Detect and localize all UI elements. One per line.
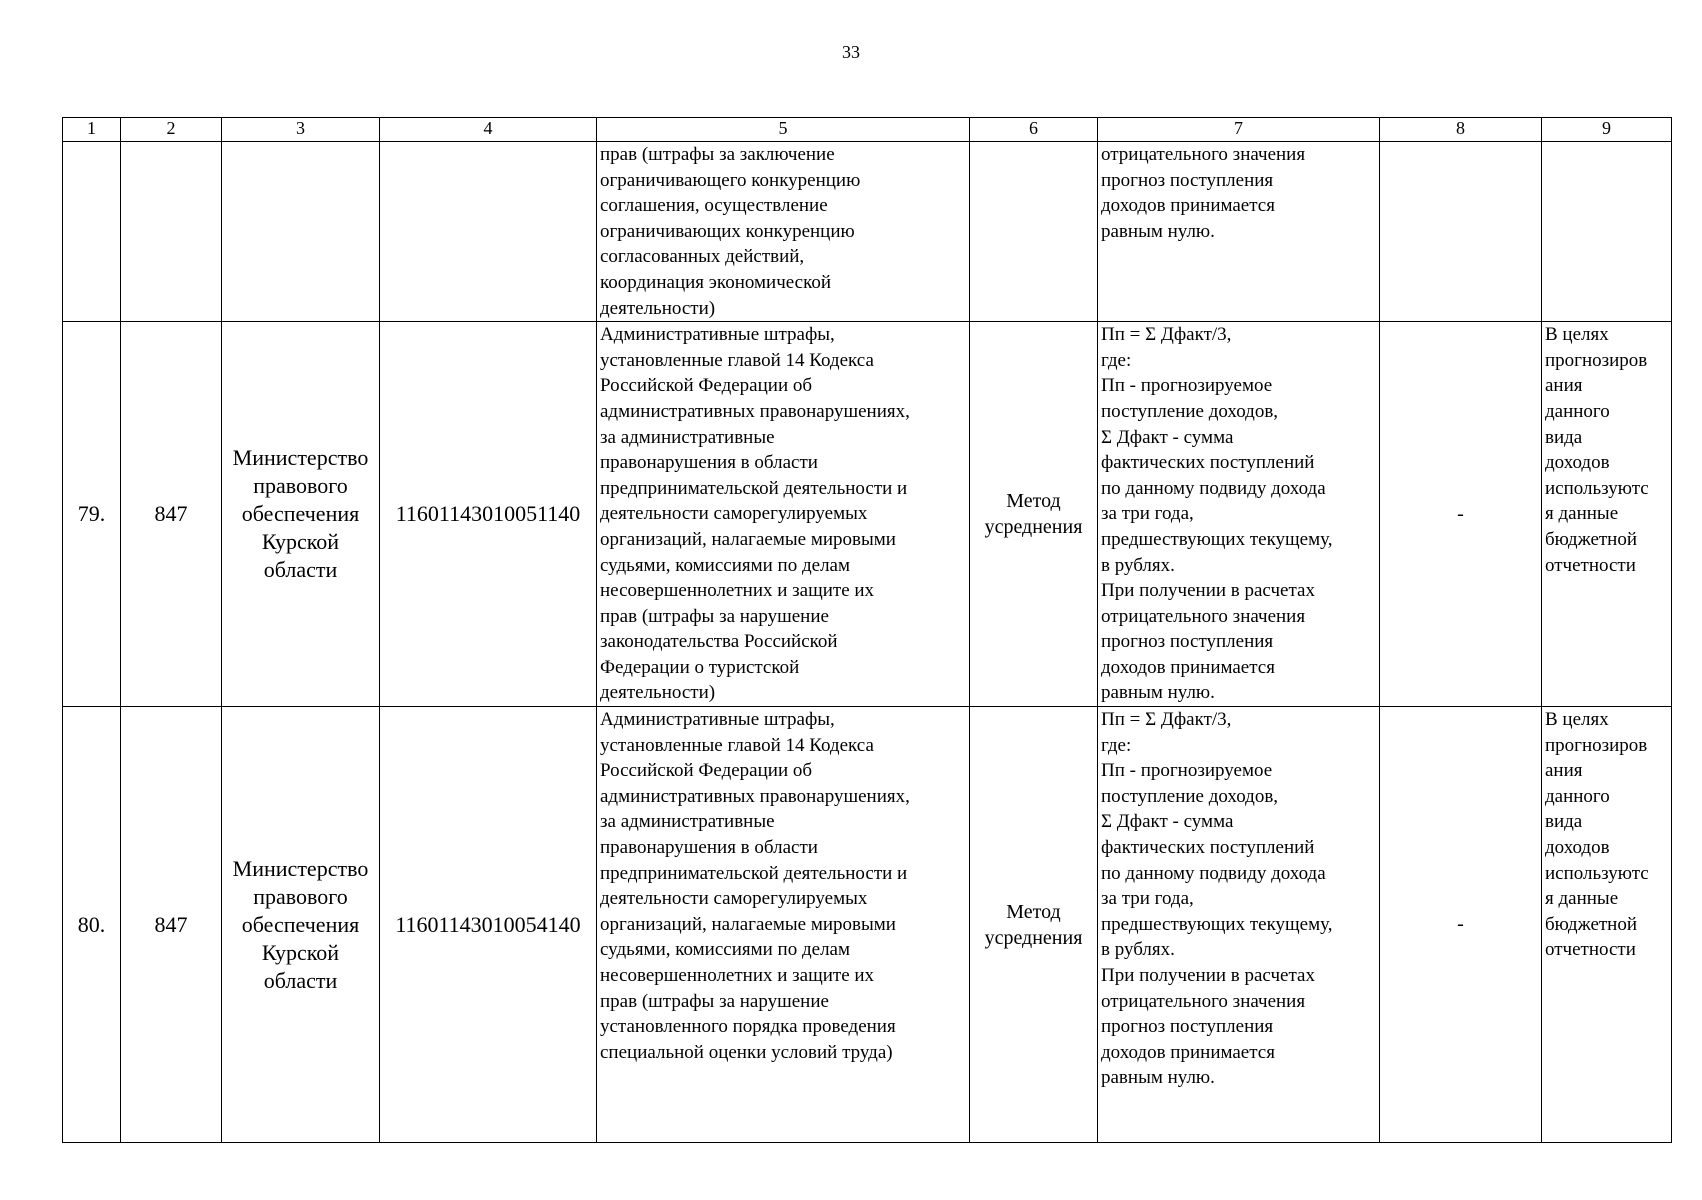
cont-cell-9: [1542, 142, 1672, 322]
row-kbk: 11601143010051140: [380, 322, 597, 707]
header-col-8: 8: [1380, 118, 1542, 142]
row-kbk: 11601143010054140: [380, 707, 597, 1143]
row-formula: Пп = Σ Дфакт/3, где: Пп - прогнозируемое поступление доходов, Σ Дфакт - сумма фактических поступлений по данному подвиду дохода за три года, предшествующих текущему, в рублях. При получении в расчетах отрицательного значения прогноз поступления доходов принимается равным нулю.: [1098, 322, 1380, 707]
row-ministry: Министерство правового обеспечения Курской области: [222, 322, 380, 707]
cont-cell-1: [63, 142, 121, 322]
header-col-4: 4: [380, 118, 597, 142]
row-number: 80.: [63, 707, 121, 1143]
cont-cell-4: [380, 142, 597, 322]
continuation-row: [63, 142, 1672, 322]
table-row: [63, 707, 1672, 1143]
page-number: 33: [842, 42, 860, 62]
row-method: Метод усреднения: [970, 322, 1098, 707]
row-formula: Пп = Σ Дфакт/3, где: Пп - прогнозируемое поступление доходов, Σ Дфакт - сумма фактических поступлений по данному подвиду дохода за три года, предшествующих текущему, в рублях. При получении в расчетах отрицательного значения прогноз поступления доходов принимается равным нулю.: [1098, 707, 1380, 1143]
revenue-table: [62, 117, 1672, 1143]
row-note: В целях прогнозиров ания данного вида доходов используютс я данные бюджетной отчетности: [1542, 707, 1672, 1143]
cont-cell-2: [121, 142, 222, 322]
header-col-2: 2: [121, 118, 222, 142]
table-row: [63, 322, 1672, 707]
cont-cell-3: [222, 142, 380, 322]
row-col8: -: [1380, 707, 1542, 1143]
header-col-6: 6: [970, 118, 1098, 142]
row-ministry: Министерство правового обеспечения Курской области: [222, 707, 380, 1143]
cont-formula: отрицательного значения прогноз поступления доходов принимается равным нулю.: [1098, 142, 1380, 322]
header-col-1: 1: [63, 118, 121, 142]
header-col-7: 7: [1098, 118, 1380, 142]
row-col8: -: [1380, 322, 1542, 707]
cont-cell-8: [1380, 142, 1542, 322]
row-code: 847: [121, 707, 222, 1143]
header-row: [63, 118, 1672, 142]
cont-description: прав (штрафы за заключение ограничивающего конкуренцию соглашения, осуществление ограничивающих конкуренцию согласованных действий, координация экономической деятельности): [597, 142, 970, 322]
row-description: Административные штрафы, установленные главой 14 Кодекса Российской Федерации об административных правонарушениях, за административные правонарушения в области предпринимательской деятельности и деятельности саморегулируемых организаций, налагаемые мировыми судьями, комиссиями по делам несовершеннолетних и защите их прав (штрафы за нарушение законодательства Российской Федерации о туристской деятельности): [597, 322, 970, 707]
header-col-5: 5: [597, 118, 970, 142]
cont-cell-6: [970, 142, 1098, 322]
row-description: Административные штрафы, установленные главой 14 Кодекса Российской Федерации об административных правонарушениях, за административные правонарушения в области предпринимательской деятельности и деятельности саморегулируемых организаций, налагаемые мировыми судьями, комиссиями по делам несовершеннолетних и защите их прав (штрафы за нарушение установленного порядка проведения специальной оценки условий труда): [597, 707, 970, 1143]
header-col-3: 3: [222, 118, 380, 142]
header-col-9: 9: [1542, 118, 1672, 142]
row-code: 847: [121, 322, 222, 707]
row-method: Метод усреднения: [970, 707, 1098, 1143]
row-note: В целях прогнозиров ания данного вида доходов используютс я данные бюджетной отчетности: [1542, 322, 1672, 707]
row-number: 79.: [63, 322, 121, 707]
